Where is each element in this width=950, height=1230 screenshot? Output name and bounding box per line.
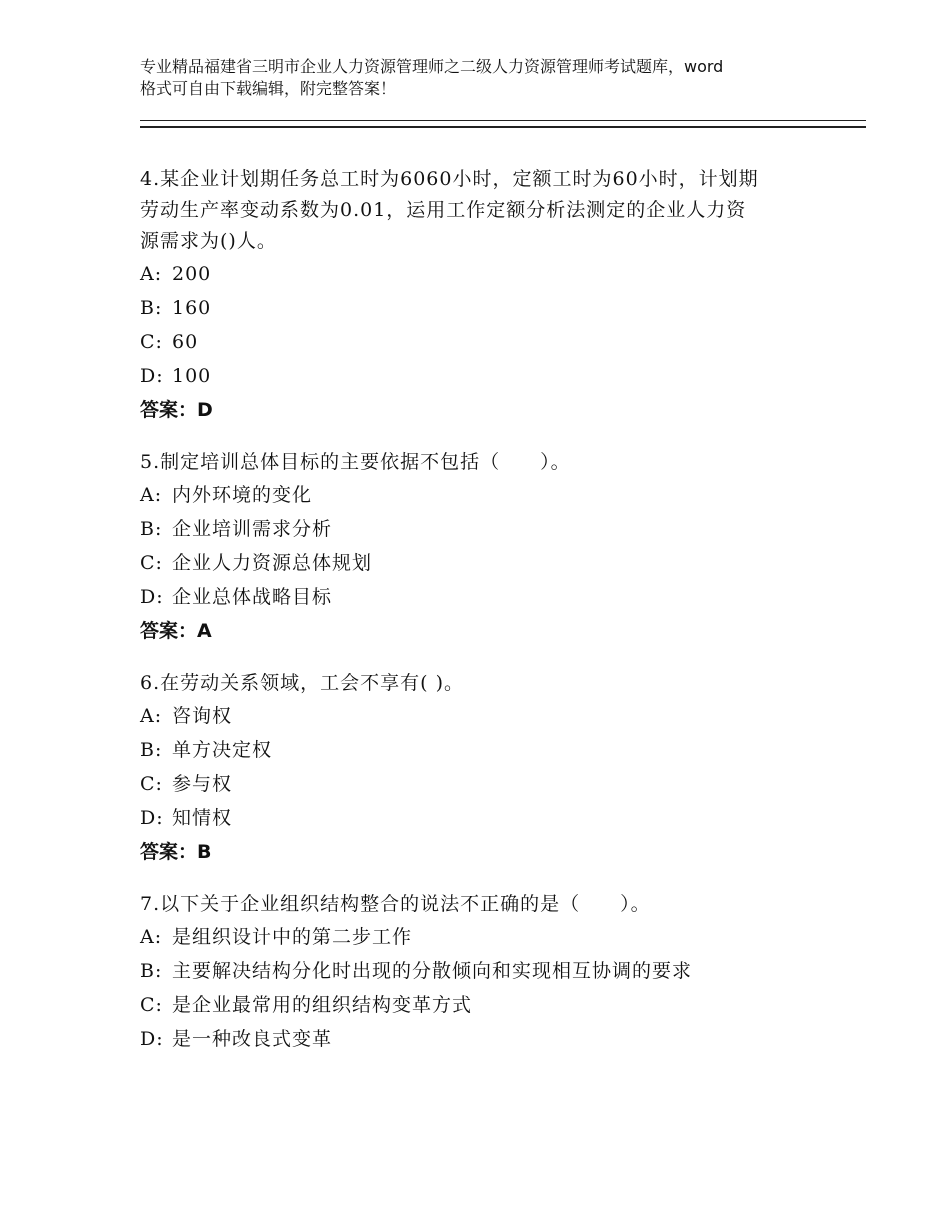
option-text: 内外环境的变化 [172, 484, 313, 506]
option-key: A: [140, 705, 163, 727]
option-c [140, 325, 840, 359]
option-key: D: [140, 365, 164, 387]
option-text: 200 [172, 263, 212, 285]
option-key: B: [140, 960, 163, 982]
option-text: 主要解决结构分化时出现的分散倾向和实现相互协调的要求 [172, 960, 693, 982]
question-5 [140, 447, 840, 648]
option-key: A: [140, 926, 163, 948]
question-7 [140, 889, 840, 1056]
option-c [140, 767, 840, 801]
question-stem-line: 劳动生产率变动系数为0.01，运用工作定额分析法测定的企业人力资 [140, 199, 747, 221]
option-text: 是一种改良式变革 [172, 1028, 333, 1050]
option-key: D: [140, 807, 164, 829]
option-text: 60 [172, 331, 199, 353]
option-text: 参与权 [172, 773, 233, 795]
option-key: B: [140, 739, 163, 761]
option-c [140, 546, 840, 580]
option-text: 是企业最常用的组织结构变革方式 [172, 994, 473, 1016]
option-key: C: [140, 994, 163, 1016]
option-d [140, 359, 840, 393]
header-line-1: 专业精品福建省三明市企业人力资源管理师之二级人力资源管理师考试题库，word [140, 57, 724, 76]
option-key: C: [140, 552, 163, 574]
option-key: B: [140, 297, 163, 319]
option-c [140, 988, 840, 1022]
answer-line: 答案：A [140, 620, 212, 642]
option-text: 企业人力资源总体规划 [172, 552, 373, 574]
option-b [140, 291, 840, 325]
option-d [140, 580, 840, 614]
option-text: 是组织设计中的第二步工作 [172, 926, 413, 948]
document-header [140, 56, 840, 100]
option-key: D: [140, 1028, 164, 1050]
option-text: 企业总体战略目标 [172, 586, 333, 608]
option-text: 企业培训需求分析 [172, 518, 333, 540]
option-text: 100 [172, 365, 212, 387]
option-key: D: [140, 586, 164, 608]
option-key: A: [140, 263, 163, 285]
header-line-2: 格式可自由下载编辑，附完整答案！ [140, 79, 397, 98]
option-a [140, 920, 840, 954]
option-key: C: [140, 773, 163, 795]
option-a [140, 257, 840, 291]
option-d [140, 1022, 840, 1056]
option-key: A: [140, 484, 163, 506]
option-d [140, 801, 840, 835]
option-text: 单方决定权 [172, 739, 273, 761]
header-divider [140, 120, 866, 128]
option-text: 咨询权 [172, 705, 233, 727]
question-stem-line: 5.制定培训总体目标的主要依据不包括（ ）。 [140, 451, 571, 473]
question-stem-line: 源需求为()人。 [140, 230, 277, 252]
answer-line: 答案：B [140, 841, 212, 863]
question-stem-line: 6.在劳动关系领域，工会不享有( )。 [140, 672, 464, 694]
question-4 [140, 164, 840, 427]
option-a [140, 699, 840, 733]
question-list [140, 164, 840, 1076]
option-key: C: [140, 331, 163, 353]
option-text: 160 [172, 297, 212, 319]
option-text: 知情权 [172, 807, 233, 829]
option-b [140, 512, 840, 546]
option-a [140, 478, 840, 512]
answer-line: 答案：D [140, 399, 213, 421]
question-stem-line: 4.某企业计划期任务总工时为6060小时，定额工时为60小时，计划期 [140, 168, 759, 190]
question-stem-line: 7.以下关于企业组织结构整合的说法不正确的是（ ）。 [140, 893, 651, 915]
option-b [140, 954, 840, 988]
option-b [140, 733, 840, 767]
option-key: B: [140, 518, 163, 540]
question-6 [140, 668, 840, 869]
